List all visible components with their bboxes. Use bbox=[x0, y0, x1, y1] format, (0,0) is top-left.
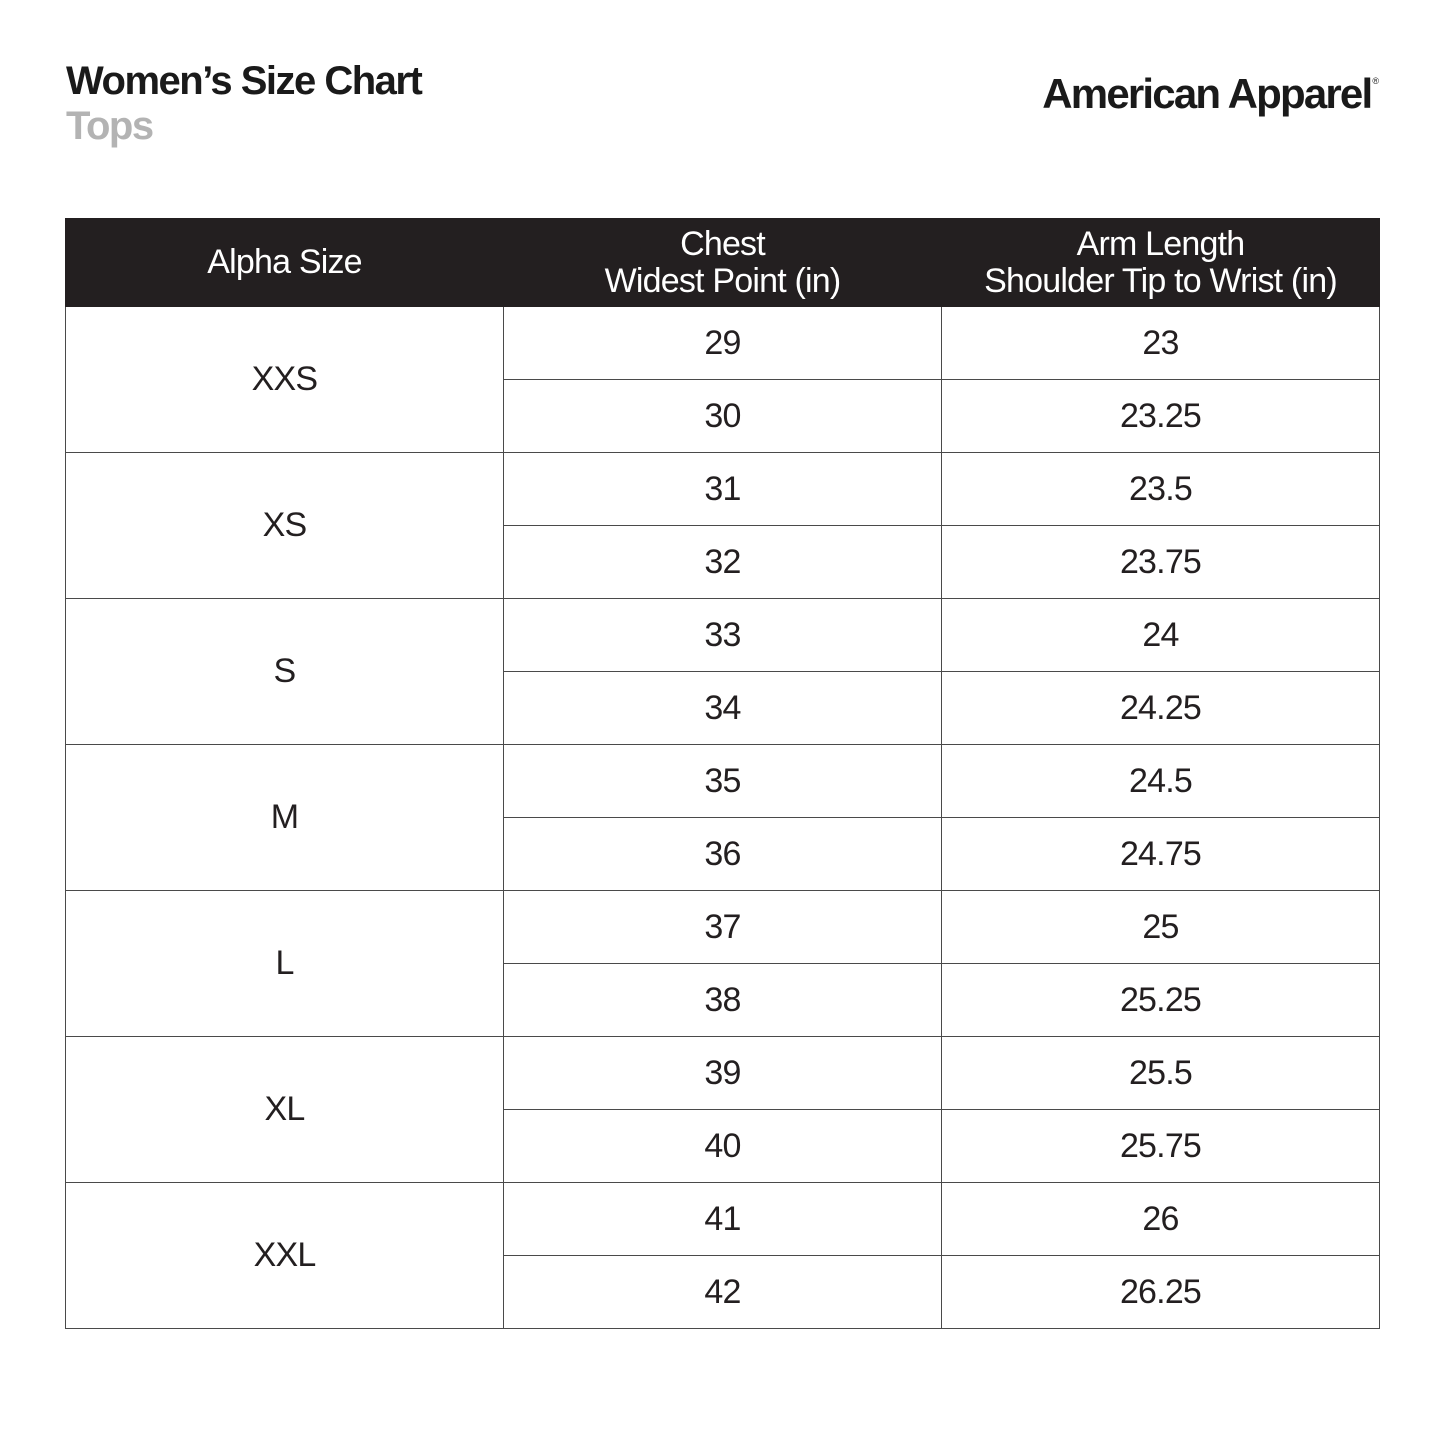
chest-cell: 30 bbox=[504, 380, 942, 453]
chest-cell: 39 bbox=[504, 1037, 942, 1110]
column-header-arm-length bbox=[942, 219, 1380, 307]
arm-length-cell: 26.25 bbox=[942, 1256, 1380, 1329]
size-chart-table bbox=[65, 218, 1380, 1329]
chest-cell: 36 bbox=[504, 818, 942, 891]
arm-length-cell: 24.5 bbox=[942, 745, 1380, 818]
table-body bbox=[66, 307, 1380, 1329]
arm-length-cell: 23.75 bbox=[942, 526, 1380, 599]
column-header-chest bbox=[504, 219, 942, 307]
chest-cell: 37 bbox=[504, 891, 942, 964]
arm-length-cell: 23.25 bbox=[942, 380, 1380, 453]
arm-length-cell: 24 bbox=[942, 599, 1380, 672]
column-header-line: Arm Length bbox=[1076, 224, 1245, 263]
arm-length-cell: 25 bbox=[942, 891, 1380, 964]
size-cell: M bbox=[66, 745, 504, 891]
column-header-subline: Widest Point (in) bbox=[604, 261, 841, 300]
table-row bbox=[66, 307, 1380, 380]
table-row bbox=[66, 1037, 1380, 1110]
column-header-alpha-size bbox=[66, 219, 504, 307]
header-row bbox=[66, 219, 1380, 307]
arm-length-cell: 23.5 bbox=[942, 453, 1380, 526]
chest-cell: 42 bbox=[504, 1256, 942, 1329]
page-title: Women’s Size Chart bbox=[66, 59, 422, 103]
table-row bbox=[66, 1183, 1380, 1256]
size-cell: L bbox=[66, 891, 504, 1037]
arm-length-cell: 25.5 bbox=[942, 1037, 1380, 1110]
column-header-line: Chest bbox=[680, 224, 765, 263]
size-cell: S bbox=[66, 599, 504, 745]
arm-length-cell: 25.75 bbox=[942, 1110, 1380, 1183]
chest-cell: 38 bbox=[504, 964, 942, 1037]
size-cell: XS bbox=[66, 453, 504, 599]
table-row bbox=[66, 599, 1380, 672]
size-cell: XL bbox=[66, 1037, 504, 1183]
brand-name: American Apparel bbox=[1042, 70, 1372, 117]
arm-length-cell: 23 bbox=[942, 307, 1380, 380]
chest-cell: 35 bbox=[504, 745, 942, 818]
size-cell: XXS bbox=[66, 307, 504, 453]
table-row bbox=[66, 891, 1380, 964]
column-header-subline: Shoulder Tip to Wrist (in) bbox=[984, 261, 1337, 300]
size-cell: XXL bbox=[66, 1183, 504, 1329]
table-row bbox=[66, 453, 1380, 526]
page-subtitle: Tops bbox=[66, 104, 153, 148]
brand-logo bbox=[1042, 58, 1379, 117]
header-title-block bbox=[66, 58, 421, 148]
chest-cell: 33 bbox=[504, 599, 942, 672]
arm-length-cell: 24.75 bbox=[942, 818, 1380, 891]
registered-mark: ® bbox=[1372, 76, 1379, 86]
table-row bbox=[66, 745, 1380, 818]
chest-cell: 34 bbox=[504, 672, 942, 745]
arm-length-cell: 25.25 bbox=[942, 964, 1380, 1037]
arm-length-cell: 26 bbox=[942, 1183, 1380, 1256]
chest-cell: 31 bbox=[504, 453, 942, 526]
column-header-line: Alpha Size bbox=[207, 243, 362, 281]
chest-cell: 40 bbox=[504, 1110, 942, 1183]
chest-cell: 29 bbox=[504, 307, 942, 380]
table-header bbox=[66, 219, 1380, 307]
chest-cell: 41 bbox=[504, 1183, 942, 1256]
arm-length-cell: 24.25 bbox=[942, 672, 1380, 745]
chest-cell: 32 bbox=[504, 526, 942, 599]
